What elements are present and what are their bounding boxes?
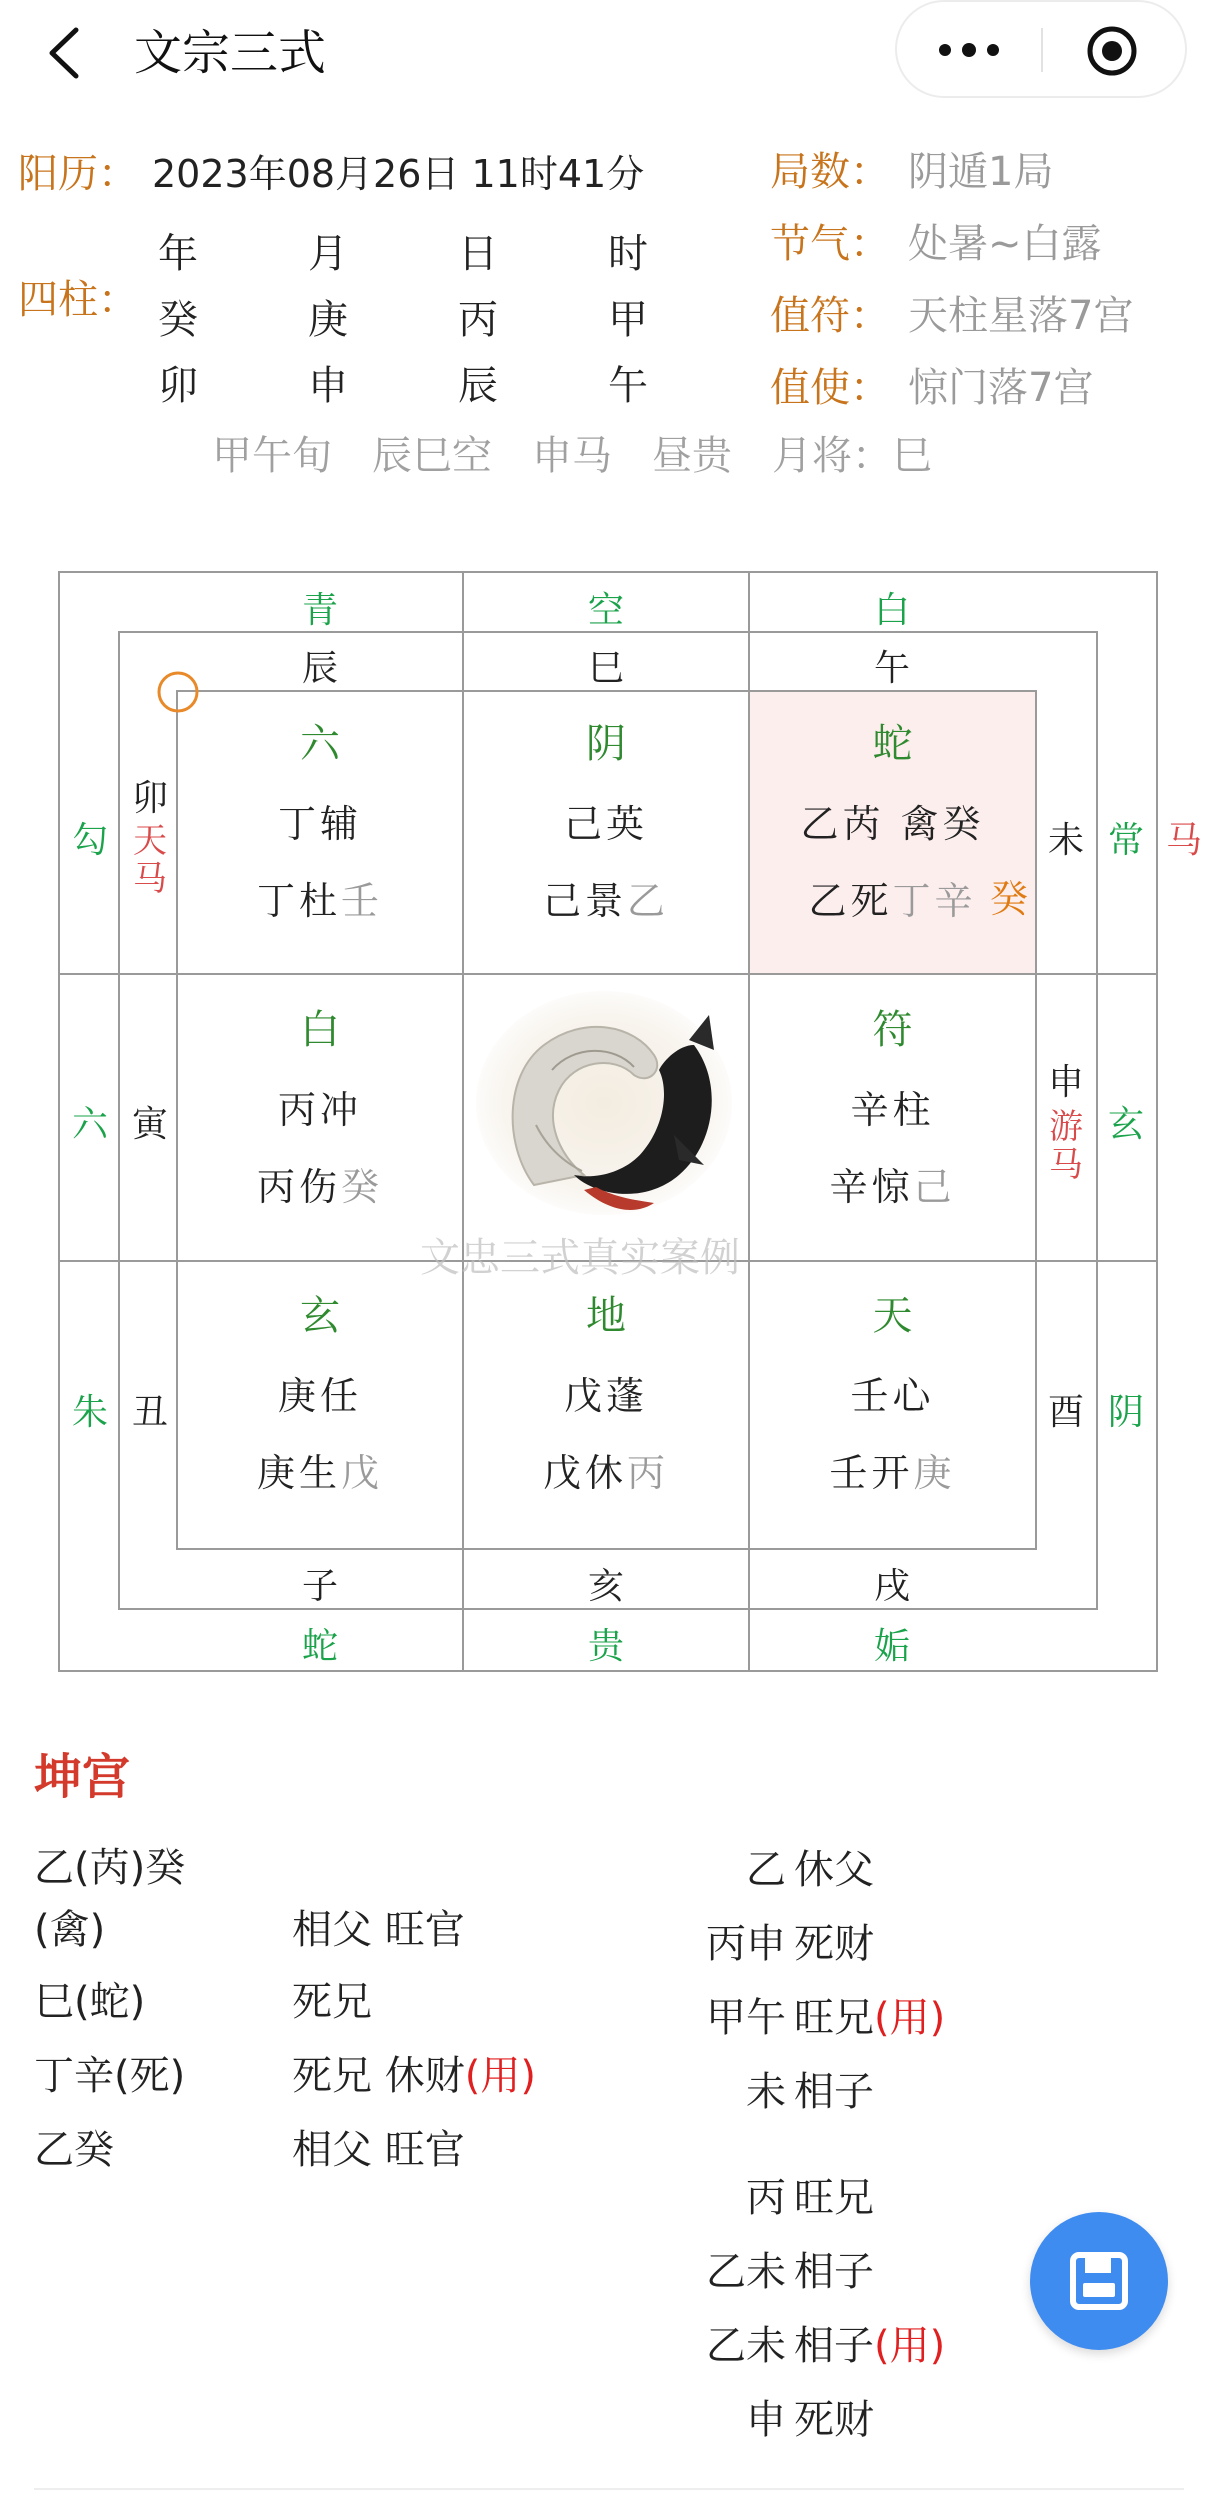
- detail-use-tag: (用): [464, 2053, 536, 2099]
- palace-stem: 壬: [341, 879, 384, 923]
- palace-god: 符: [872, 1007, 913, 1053]
- palace-god: 玄: [300, 1293, 340, 1339]
- left-outer-1: 勾: [71, 820, 108, 861]
- bottom-divider: [34, 2488, 1184, 2490]
- detail-left-a: 乙(芮)癸: [34, 1845, 186, 1891]
- detail-right-a: 乙: [746, 1847, 786, 1893]
- palace-door: 乙死: [808, 879, 893, 923]
- palace-star: 己英: [563, 802, 648, 846]
- pillar-month-branch: 申: [308, 363, 348, 409]
- detail-right-b: 死财: [794, 1921, 874, 1967]
- palace-door: 壬开: [829, 1451, 914, 1495]
- palace-door: 庚生: [256, 1451, 341, 1495]
- right-outer-1: 常: [1107, 820, 1144, 861]
- detail-left-b: 相父 旺官: [292, 1907, 465, 1953]
- detail-right-a: 申: [746, 2397, 786, 2443]
- detail-use-tag: (用): [874, 2323, 946, 2369]
- detail-right-a: 甲午: [706, 1995, 786, 2041]
- detail-left-b: 死兄: [292, 1979, 372, 2025]
- left-outer-3: 朱: [71, 1392, 108, 1433]
- zhifu-label: 值符：: [770, 293, 890, 339]
- detail-right-b: 相子: [794, 2069, 874, 2115]
- pillar-year-branch: 卯: [158, 363, 198, 409]
- palace-star: 庚任: [277, 1374, 362, 1418]
- jieqi-label: 节气：: [770, 221, 890, 267]
- pillar-day-stem: 丙: [458, 297, 498, 343]
- detail-left-b: 死兄 休财: [292, 2053, 465, 2099]
- palace-star: 丙冲: [277, 1088, 362, 1132]
- palace-god: 蛇: [872, 721, 913, 767]
- detail-left-a: (禽): [34, 1907, 106, 1953]
- palace-2[interactable]: [464, 712, 748, 925]
- right-branch-2: 申: [1047, 1062, 1084, 1103]
- watermark: 文忠三式真实案例: [420, 1235, 740, 1281]
- zhishi-value: 惊门落7宫: [908, 365, 1094, 411]
- detail-right-b: 死财: [794, 2397, 874, 2443]
- palace-god: 六: [300, 721, 340, 767]
- capsule-divider: [1041, 28, 1043, 72]
- top-branch-1: 辰: [301, 648, 338, 689]
- pillar-month-head: 月: [308, 231, 348, 277]
- top-branch-2: 巳: [587, 648, 624, 689]
- pillar-hour-branch: 午: [608, 363, 648, 409]
- detail-right-b: 旺兄: [794, 1995, 874, 2041]
- solar-date-value: 2023年08月26日 11时41分: [152, 152, 645, 196]
- palace-6[interactable]: [750, 998, 1035, 1211]
- back-arrow-icon[interactable]: [36, 18, 96, 88]
- palace-stem: 戊: [341, 1451, 384, 1495]
- palace-stem: 庚: [913, 1451, 956, 1495]
- detail-right-a: 乙未: [706, 2249, 786, 2295]
- xun-kong-line: 甲午旬 辰巳空 申马 昼贵 月将：巳: [212, 433, 932, 479]
- right-branch-1: 未: [1047, 820, 1084, 861]
- palace-star: 丁辅: [277, 802, 362, 846]
- palace-star: 乙芮 禽癸: [800, 802, 985, 846]
- palace-star: 壬心: [850, 1374, 935, 1418]
- top-branch-3: 午: [873, 648, 910, 689]
- top-outer-1: 青: [301, 590, 338, 631]
- ju-label: 局数：: [770, 149, 890, 195]
- left-mark-tianma: 天马: [133, 821, 167, 899]
- palace-7[interactable]: [178, 1284, 462, 1497]
- pillar-month-stem: 庚: [308, 297, 348, 343]
- left-outer-2: 六: [71, 1104, 108, 1145]
- more-options-icon[interactable]: [933, 32, 1005, 68]
- marker-circle-icon: [156, 670, 200, 714]
- palace-stem: 乙: [627, 879, 670, 923]
- detail-right-b: 休父: [794, 1847, 874, 1893]
- top-outer-2: 空: [587, 590, 624, 631]
- palace-door: 丁杜: [256, 879, 341, 923]
- detail-left-a: 丁辛(死): [34, 2053, 186, 2099]
- detail-left-a: 乙癸: [34, 2127, 114, 2173]
- right-outer-2: 玄: [1107, 1104, 1144, 1145]
- palace-8[interactable]: [464, 1284, 748, 1497]
- left-branch-3: 丑: [131, 1392, 168, 1433]
- palace-god: 天: [872, 1293, 913, 1339]
- ju-value: 阴遁1局: [908, 149, 1054, 195]
- koi-fish-image: [464, 975, 748, 1260]
- right-mark-youma: 游马: [1049, 1107, 1083, 1185]
- left-branch-2: 寅: [131, 1104, 168, 1145]
- palace-9[interactable]: [750, 1284, 1035, 1497]
- close-target-icon[interactable]: [1085, 24, 1139, 78]
- palace-4[interactable]: [178, 998, 462, 1211]
- page-title: 文宗三式: [134, 25, 327, 81]
- palace-1[interactable]: [178, 712, 462, 925]
- palace-door: 己景: [542, 879, 627, 923]
- palace-stem: 癸: [341, 1165, 384, 1209]
- palace-stem: 丙: [627, 1451, 670, 1495]
- mini-program-capsule: [895, 0, 1187, 98]
- right-outer-3: 阴: [1107, 1392, 1144, 1433]
- bottom-outer-1: 蛇: [301, 1626, 338, 1667]
- palace-door: 戊休: [542, 1451, 627, 1495]
- detail-right-a: 未: [746, 2069, 786, 2115]
- palace-star: 辛柱: [850, 1088, 935, 1132]
- pillar-hour-head: 时: [608, 231, 648, 277]
- left-branch-1: 卯: [131, 778, 168, 819]
- detail-right-b: 旺兄: [794, 2175, 874, 2221]
- detail-left-b: 相父 旺官: [292, 2127, 465, 2173]
- bottom-outer-3: 姤: [873, 1626, 910, 1667]
- right-mark-ma: 马: [1165, 820, 1202, 861]
- detail-right-a: 丙申: [706, 1921, 786, 1967]
- bottom-outer-2: 贵: [587, 1626, 624, 1667]
- palace-stem: 丁辛: [892, 879, 977, 923]
- pillar-day-branch: 辰: [458, 363, 498, 409]
- bottom-branch-3: 戌: [873, 1566, 910, 1607]
- pillar-year-stem: 癸: [158, 297, 198, 343]
- detail-right-b: 相子: [794, 2249, 874, 2295]
- save-button[interactable]: [1030, 2212, 1168, 2350]
- pillar-day-head: 日: [458, 231, 498, 277]
- bottom-branch-1: 子: [301, 1566, 338, 1607]
- bottom-branch-2: 亥: [587, 1566, 624, 1607]
- detail-use-tag: (用): [874, 1995, 946, 2041]
- pillar-hour-stem: 甲: [608, 297, 648, 343]
- palace-god: 白: [300, 1007, 340, 1053]
- zhifu-value: 天柱星落7宫: [908, 293, 1134, 339]
- palace-god: 阴: [586, 721, 626, 767]
- palace-star: 戊蓬: [563, 1374, 648, 1418]
- zhishi-label: 值使：: [770, 365, 890, 411]
- detail-right-a: 丙: [746, 2175, 786, 2221]
- detail-right-a: 乙未: [706, 2323, 786, 2369]
- right-branch-3: 酉: [1047, 1392, 1084, 1433]
- palace-door: 丙伤: [256, 1165, 341, 1209]
- jieqi-value: 处暑~白露: [908, 221, 1102, 267]
- palace-door: 辛惊: [829, 1165, 914, 1209]
- sizhu-label: 四柱：: [18, 277, 138, 323]
- section-title: 坤宫: [34, 1749, 131, 1805]
- palace-corner-stem: 癸: [990, 877, 1029, 921]
- top-outer-3: 白: [873, 590, 910, 631]
- palace-stem: 己: [913, 1165, 956, 1209]
- detail-right-b: 相子: [794, 2323, 874, 2369]
- pillar-year-head: 年: [158, 231, 198, 277]
- detail-left-a: 巳(蛇): [34, 1979, 146, 2025]
- save-icon: [1067, 2249, 1131, 2313]
- solar-date-label: 阳历：: [18, 151, 138, 197]
- palace-god: 地: [586, 1293, 626, 1339]
